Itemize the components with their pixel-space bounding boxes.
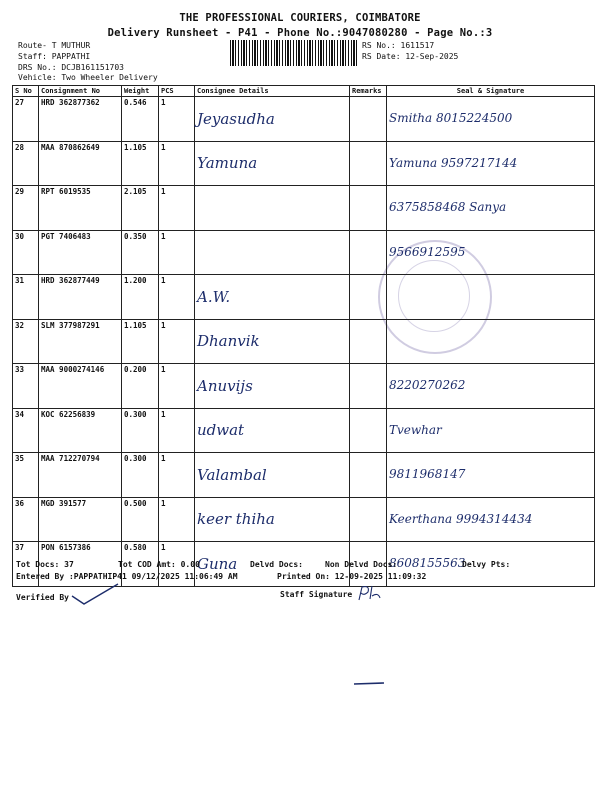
cell-consignee (195, 186, 350, 231)
cell-signature: Yamuna 9597217144 (387, 141, 595, 186)
delivery-points: Delvy Pts: (462, 560, 511, 569)
cell-remarks (350, 186, 387, 231)
cell-pcs: 1 (159, 364, 195, 409)
cell-sno: 29 (13, 186, 39, 231)
cell-signature: 9811968147 (387, 453, 595, 498)
cell-sno: 35 (13, 453, 39, 498)
cell-signature: 8220270262 (387, 364, 595, 409)
cell-consignment: RPT 6019535 (39, 186, 122, 231)
cell-pcs: 1 (159, 542, 195, 587)
cell-consignee: Valambal (195, 453, 350, 498)
printed-on: Printed On: 12-09-2025 11:09:32 (277, 572, 427, 581)
table-row (13, 453, 595, 498)
cell-sno: 30 (13, 230, 39, 275)
barcode (230, 40, 358, 66)
cell-consignment: MAA 712270794 (39, 453, 122, 498)
vehicle-label: Vehicle: Two Wheeler Delivery (18, 73, 158, 82)
non-delivered-docs: Non Delvd Docs: (325, 560, 398, 569)
staff-signature: Staff Signature (280, 590, 353, 599)
rs-date: RS Date: 12-Sep-2025 (362, 52, 459, 61)
cell-consignee: Dhanvik (195, 319, 350, 364)
col-pcs: PCS (159, 86, 195, 97)
table-row (13, 497, 595, 542)
table-header-row (13, 86, 595, 97)
cell-signature: 9566912595 (387, 230, 595, 275)
table-row (13, 141, 595, 186)
col-weight: Weight (122, 86, 159, 97)
table-row (13, 97, 595, 142)
cell-consignment: MAA 870862649 (39, 141, 122, 186)
entered-by: Entered By :PAPPATHIP41 09/12/2025 11:06:49 AM (16, 572, 238, 581)
cell-signature: Smitha 8015224500 (387, 97, 595, 142)
col-remarks: Remarks (350, 86, 387, 97)
col-signature: Seal & Signature (387, 86, 595, 97)
runsheet-table (12, 85, 595, 587)
cell-consignee: keer thiha (195, 497, 350, 542)
table-row (13, 186, 595, 231)
cell-sno: 33 (13, 364, 39, 409)
cell-remarks (350, 97, 387, 142)
cell-consignment: MAA 9000274146 (39, 364, 122, 409)
cell-consignment: HRD 362877362 (39, 97, 122, 142)
table-row (13, 364, 595, 409)
cell-consignee (195, 230, 350, 275)
cell-signature (387, 275, 595, 320)
cell-sno: 31 (13, 275, 39, 320)
cell-signature: Keerthana 9994314434 (387, 497, 595, 542)
cell-remarks (350, 453, 387, 498)
staff-label: Staff: PAPPATHI (18, 52, 91, 61)
cell-signature: 8608155563 (387, 542, 595, 587)
cell-pcs: 1 (159, 141, 195, 186)
route-label: Route- T MUTHUR (18, 41, 91, 50)
cell-consignment: MGD 391577 (39, 497, 122, 542)
cell-sno: 28 (13, 141, 39, 186)
col-consignment: Consignment No (39, 86, 122, 97)
col-sno: S No (13, 86, 39, 97)
delivered-docs: Delvd Docs: (250, 560, 303, 569)
cell-remarks (350, 364, 387, 409)
cell-weight: 1.105 (122, 141, 159, 186)
staff-signature-scribble (356, 584, 382, 602)
cell-remarks (350, 497, 387, 542)
cell-pcs: 1 (159, 97, 195, 142)
cell-consignment: HRD 362877449 (39, 275, 122, 320)
cell-consignee: Guna (195, 542, 350, 587)
cell-remarks (350, 408, 387, 453)
cell-pcs: 1 (159, 275, 195, 320)
cell-remarks (350, 141, 387, 186)
cell-sno: 34 (13, 408, 39, 453)
cell-signature: 6375858468 Sanya (387, 186, 595, 231)
verified-by: Verified By (16, 593, 69, 602)
cell-weight: 2.105 (122, 186, 159, 231)
cell-sno: 36 (13, 497, 39, 542)
cell-weight: 0.350 (122, 230, 159, 275)
cell-weight: 0.300 (122, 408, 159, 453)
table-row (13, 275, 595, 320)
cell-consignee: Jeyasudha (195, 97, 350, 142)
cell-pcs: 1 (159, 453, 195, 498)
cell-pcs: 1 (159, 230, 195, 275)
pen-stroke-mark (352, 680, 386, 688)
company-title: THE PROFESSIONAL COURIERS, COIMBATORE (179, 12, 421, 24)
cell-signature: Tvewhar (387, 408, 595, 453)
table-row (13, 319, 595, 364)
cell-sno: 37 (13, 542, 39, 587)
cell-sno: 32 (13, 319, 39, 364)
cell-consignment: KOC 62256839 (39, 408, 122, 453)
cell-consignee: Anuvijs (195, 364, 350, 409)
runsheet-title: Delivery Runsheet - P41 - Phone No.:9047080280 - Page No.:3 (107, 27, 493, 39)
cell-weight: 0.500 (122, 497, 159, 542)
cell-sno: 27 (13, 97, 39, 142)
cell-weight: 0.200 (122, 364, 159, 409)
cell-consignee: Yamuna (195, 141, 350, 186)
cell-consignment: PON 6157386 (39, 542, 122, 587)
cell-pcs: 1 (159, 408, 195, 453)
cell-consignee: A.W. (195, 275, 350, 320)
cell-remarks (350, 230, 387, 275)
cell-pcs: 1 (159, 497, 195, 542)
cell-consignment: PGT 7406483 (39, 230, 122, 275)
cell-weight: 0.546 (122, 97, 159, 142)
cell-remarks (350, 319, 387, 364)
rs-number: RS No.: 1611517 (362, 41, 435, 50)
drs-number: DRS No.: DCJB161151703 (18, 63, 124, 72)
table-row (13, 230, 595, 275)
cell-signature (387, 319, 595, 364)
table-row (13, 408, 595, 453)
cell-pcs: 1 (159, 186, 195, 231)
cell-weight: 0.580 (122, 542, 159, 587)
total-docs: Tot Docs: 37 (16, 560, 74, 569)
cell-weight: 1.200 (122, 275, 159, 320)
col-consignee: Consignee Details (195, 86, 350, 97)
cell-remarks (350, 275, 387, 320)
verified-tick-mark (70, 582, 120, 606)
cell-consignment: SLM 377987291 (39, 319, 122, 364)
cell-weight: 1.105 (122, 319, 159, 364)
total-cod: Tot COD Amt: 0.00 (118, 560, 200, 569)
cell-weight: 0.300 (122, 453, 159, 498)
cell-consignee: udwat (195, 408, 350, 453)
cell-pcs: 1 (159, 319, 195, 364)
